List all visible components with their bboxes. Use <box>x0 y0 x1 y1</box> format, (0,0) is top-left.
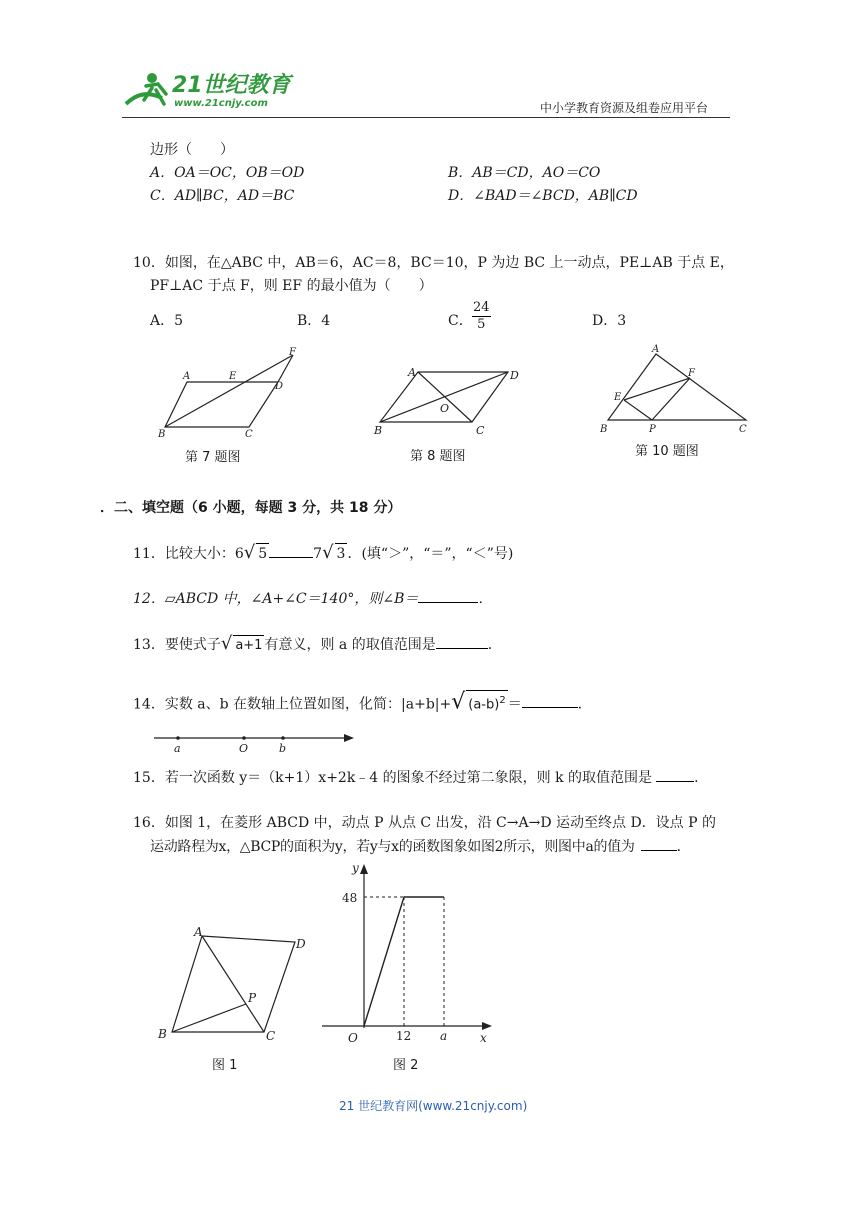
q10-line1: 10．如图，在△ABC 中，AB＝6，AC＝8，BC＝10，P 为边 BC 上一动点，PE⊥AB 于点 E， <box>133 255 734 271</box>
fig2-tick-12: 12 <box>396 1029 412 1043</box>
q14-prefix: 14．实数 a、b 在数轴上位置如图，化简：|a+b|+ <box>133 696 452 713</box>
q11-answer-blank[interactable] <box>269 543 313 558</box>
fig10-label-f: F <box>688 368 695 379</box>
q15-end: ． <box>694 770 709 786</box>
q14-radicand-base: (a-b) <box>468 697 500 713</box>
q16-figure-1 <box>150 924 320 1048</box>
platform-name: 中小学教育资源及组卷应用平台 <box>540 101 709 115</box>
fig1-label-p: P <box>248 991 257 1005</box>
q13-radicand: a+1 <box>233 635 264 656</box>
q13-end: ． <box>487 637 502 653</box>
fig8-label-o: O <box>440 402 450 415</box>
fig10-label-e: E <box>614 392 622 403</box>
q14-end: ． <box>577 696 592 713</box>
sqrt-symbol: √ <box>220 633 233 654</box>
question-14 <box>133 690 592 715</box>
q14-exponent: 2 <box>499 695 506 706</box>
fig1-label-d: D <box>296 937 306 951</box>
fig7-label-c: C <box>245 429 253 440</box>
q11-mid: 7 <box>313 546 323 562</box>
fig8-label-c: C <box>476 424 485 437</box>
q13-suffix: 有意义，则 a 的取值范围是 <box>264 637 436 653</box>
footer-link[interactable]: 21 世纪教育网(www.21cnjy.com) <box>339 1099 528 1113</box>
q16-answer-blank[interactable] <box>641 836 677 851</box>
axis-label-o: O <box>239 742 249 754</box>
fig7-label-f: F <box>289 347 296 358</box>
fig2-label-origin: O <box>348 1031 358 1045</box>
fig8-label-d: D <box>510 369 519 382</box>
fig7-label-e: E <box>229 371 237 382</box>
q16-end: ． <box>676 839 691 855</box>
q10-option-d: D．3 <box>592 313 627 329</box>
fig1-label-a: A <box>194 925 203 939</box>
q16-figure-2 <box>318 856 498 1046</box>
question-12 <box>133 588 492 609</box>
fig7-label-a: A <box>183 371 191 382</box>
q14-eq: ＝ <box>507 696 522 713</box>
q16-line2-wrap <box>150 836 690 857</box>
q10-line2: PF⊥AC 于点 F，则 EF 的最小值为（ ） <box>150 278 433 294</box>
q13-prefix: 13．要使式子 <box>133 637 221 653</box>
q13-answer-blank[interactable] <box>436 634 488 649</box>
q12-text: 12．▱ABCD 中，∠A+∠C＝140°，则∠B＝ <box>133 591 419 607</box>
fig2-tick-48: 48 <box>342 891 358 905</box>
fig10-label-a: A <box>652 344 660 355</box>
q10-option-c-fraction <box>472 300 491 333</box>
fig1-caption: 图 1 <box>212 1058 238 1073</box>
section-2-title: ．二、填空题（6 小题，每题 3 分，共 18 分） <box>100 500 402 516</box>
logo-url-text: www.21cnjy.com <box>174 98 268 109</box>
figure-8 <box>370 362 530 442</box>
figure-10 <box>596 342 756 438</box>
fig8-label-a: A <box>408 366 416 379</box>
q14-answer-blank[interactable] <box>522 693 578 708</box>
question-15 <box>133 767 708 788</box>
fig7-caption: 第 7 题图 <box>185 450 241 465</box>
question-13 <box>133 634 502 656</box>
fraction-denominator: 5 <box>477 317 486 332</box>
q14-number-line <box>150 728 360 754</box>
q11-prefix: 11．比较大小：6 <box>133 546 244 562</box>
fig8-caption: 第 8 题图 <box>410 449 466 464</box>
sqrt-symbol: √ <box>451 689 466 715</box>
axis-label-a: a <box>174 742 181 754</box>
fig7-label-b: B <box>158 429 166 440</box>
q16-line2: 运动路程为x，△BCP的面积为y，若y与x的函数图象如图2所示，则图中a的值为 <box>150 839 635 855</box>
fig10-caption: 第 10 题图 <box>635 444 699 459</box>
question-11 <box>133 543 513 564</box>
q15-answer-blank[interactable] <box>656 767 694 782</box>
q10-option-a: A．5 <box>150 313 184 329</box>
q11-radicand-1: 5 <box>256 543 269 564</box>
q16-line1: 16．如图 1，在菱形 ABCD 中，动点 P 从点 C 出发，沿 C→A→D 运动至终点 D．设点 P 的 <box>133 815 717 831</box>
q12-answer-blank[interactable] <box>418 588 478 603</box>
sqrt-symbol: √ <box>243 542 256 563</box>
fig8-label-b: B <box>374 424 383 437</box>
q9-option-d: D．∠BAD＝∠BCD，AB∥CD <box>448 188 638 204</box>
fig2-label-y: y <box>352 861 359 875</box>
sqrt-symbol: √ <box>322 542 334 563</box>
figure-7 <box>155 345 305 440</box>
fig1-label-b: B <box>158 1027 167 1041</box>
logo-main-text: 21世纪教育 <box>172 73 291 98</box>
fig10-label-c: C <box>739 424 747 435</box>
fig2-tick-a: a <box>440 1029 448 1043</box>
fig1-label-c: C <box>266 1029 276 1043</box>
q9-option-b: B．AB＝CD，AO＝CO <box>448 165 601 181</box>
q14-radicand <box>466 690 507 715</box>
fraction-numerator: 24 <box>473 300 490 315</box>
q12-end: ． <box>478 591 493 607</box>
q9-stem: 边形（ ） <box>150 142 234 158</box>
fig10-label-b: B <box>600 424 608 435</box>
header-divider <box>122 117 730 118</box>
fig10-label-p: P <box>649 424 656 435</box>
q11-suffix: ．(填“＞”，“＝”，“＜”号) <box>347 546 514 562</box>
q15-text: 15．若一次函数 y＝（k+1）x+2k﹣4 的图象不经过第二象限，则 k 的取值范围是 <box>133 770 653 786</box>
q9-option-a: A．OA＝OC，OB＝OD <box>150 165 305 181</box>
fig2-label-x: x <box>480 1031 487 1045</box>
q10-option-b: B．4 <box>297 313 331 329</box>
fig2-caption: 图 2 <box>393 1058 419 1073</box>
q11-radicand-2: 3 <box>335 543 348 564</box>
fig7-label-d: D <box>275 381 284 392</box>
q10-option-c-prefix: C． <box>448 313 473 329</box>
q9-option-c: C．AD∥BC，AD＝BC <box>150 188 295 204</box>
axis-label-b: b <box>279 742 287 754</box>
